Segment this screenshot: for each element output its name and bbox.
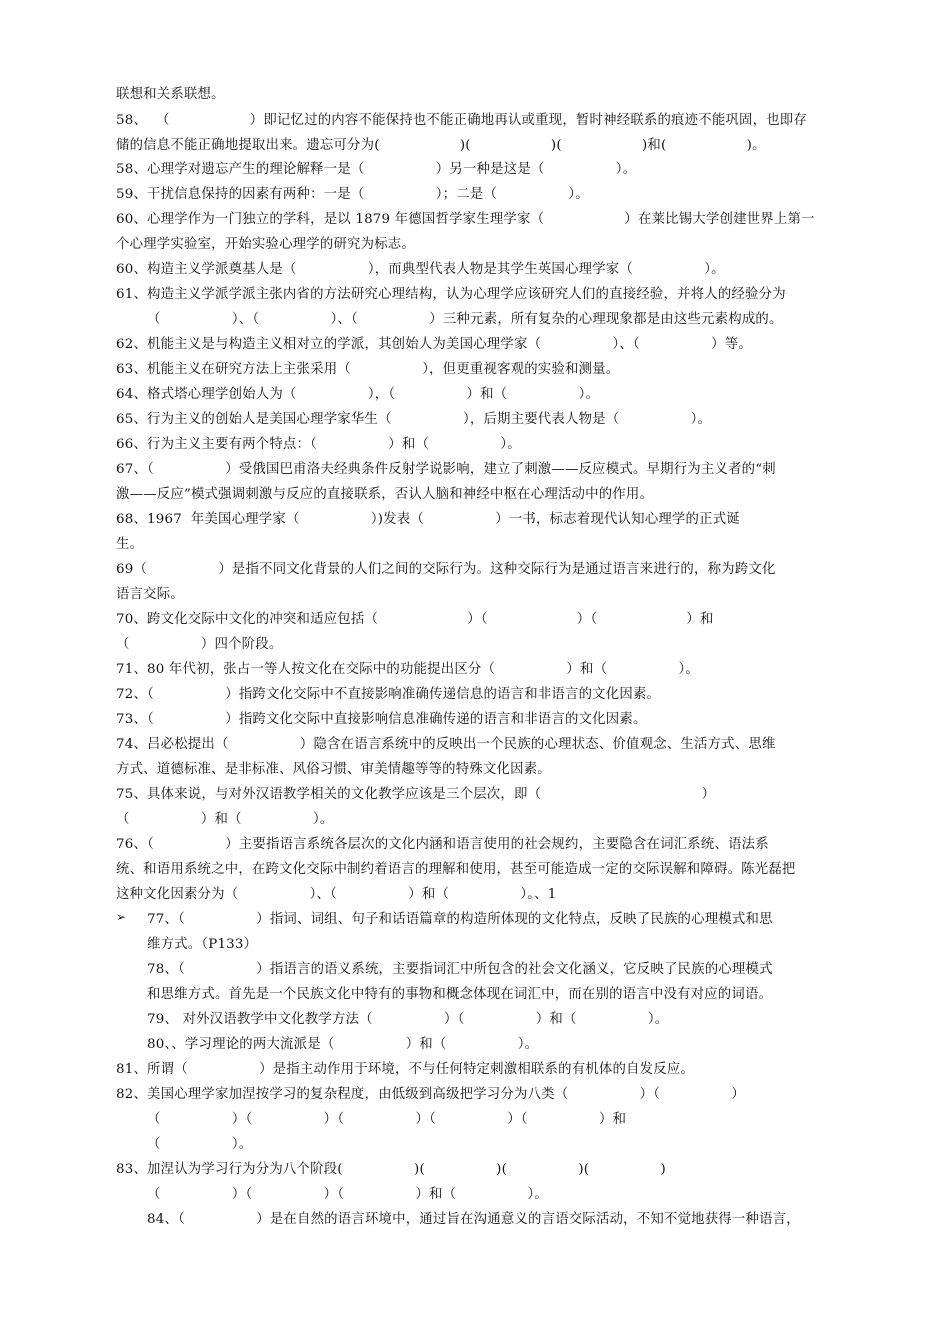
text-line: 73、（ ）指跨文化交际中直接影响信息准确传递的语言和非语言的文化因素。 [116,712,647,727]
text-line: 语言交际。 [116,587,184,602]
text-line: （ ）。 [147,1137,253,1152]
text-line: 统、和语用系统之中，在跨文化交际中制约着语言的理解和使用，甚至可能造成一定的交际误解和障碍。陈光磊把 [116,862,796,877]
text-line: 74、吕必松提出（ ）隐含在语言系统中的反映出一个民族的心理状态、价值观念、生活方式、思维 [116,737,776,752]
text-line: 71、80 年代初，张占一等人按文化在交际中的功能提出区分（ ）和（ ）。 [116,662,699,677]
text-line: 66、行为主义主要有两个特点：（ ）和（ ）。 [116,437,521,452]
text-line: （ ）（ ）（ ）和（ ）。 [147,1187,549,1202]
text-line: 激——反应”模式强调刺激与反应的直接联系，否认人脑和神经中枢在心理活动中的作用。 [116,487,654,502]
text-line: 59、干扰信息保持的因素有两种：一是（ ）；二是（ ）。 [116,187,589,202]
text-line: 58、 （ ）即记忆过的内容不能保持也不能正确地再认或重现，暂时神经联系的痕迹不能巩固，也即存 [116,113,807,128]
text-line: 72、（ ）指跨文化交际中不直接影响准确传递信息的语言和非语言的文化因素。 [116,687,661,702]
text-line: 83、加涅认为学习行为分为八个阶段( )( )( )( ) [116,1162,666,1177]
text-line: 78、（ ）指语言的语义系统，主要指词汇中所包含的社会文化涵义，它反映了民族的心理模式 [147,962,773,977]
text-line: 60、心理学作为一门独立的学科，是以 1879 年德国哲学家生理学家（ ）在莱比锡大学创建世界上第一 [116,212,815,227]
text-line: 这种文化因素分为（ ）、（ ）和（ ）。、1 [116,887,557,902]
text-line: 储的信息不能正确地提取出来。遗忘可分为( )( )( )和( )。 [116,138,766,153]
text-line: 方式、道德标准、是非标准、风俗习惯、审美情趣等等的特殊文化因素。 [116,762,551,777]
text-line: 58、心理学对遗忘产生的理论解释一是（ ）另一种是这是（ ）。 [116,162,637,177]
text-line: 维方式。（P133） [147,937,258,952]
text-line: 65、行为主义的创始人是美国心理学家华生（ ），后期主要代表人物是（ ）。 [116,412,712,427]
text-line: 80、、学习理论的两大流派是（ ）和（ ）。 [147,1037,539,1052]
text-line: 联想和关系联想。 [116,87,225,102]
text-line: 62、机能主义是与构造主义相对立的学派，其创始人为美国心理学家（ ）、（ ）等。 [116,337,752,352]
text-line: （ ）和（ ）。 [116,812,334,827]
text-line: （ ）四个阶段。 [116,637,283,652]
text-line: （ ）、（ ）、（ ）三种元素，所有复杂的心理现象都是由这些元素构成的。 [147,312,783,327]
text-line: 84、（ ）是在自然的语言环境中，通过旨在沟通意义的言语交际活动，不知不觉地获得一种语言， [147,1212,800,1227]
text-line: 76、（ ）主要指语言系统各层次的文化内涵和语言使用的社会规约，主要隐含在词汇系统、语法系 [116,837,769,852]
text-line: 70、跨文化交际中文化的冲突和适应包括（ ）（ ）（ ）和 [116,612,714,627]
text-line: 67、（ ）受俄国巴甫洛夫经典条件反射学说影响，建立了刺激——反应模式。早期行为主义者的“刺 [116,462,776,477]
text-line: 64、格式塔心理学创始人为（ ），（ ）和（ ）。 [116,387,600,402]
arrow-bullet-icon: ➢ [116,910,127,924]
text-line: （ ）（ ）（ ）（ ）（ ）和 [147,1112,627,1127]
text-line: 生。 [116,537,144,552]
text-line: 82、美国心理学家加涅按学习的复杂程度，由低级到高级把学习分为八类（ ）（ ） [116,1087,746,1102]
text-line: 77、（ ）指词、词组、句子和话语篇章的构造所体现的文化特点，反映了民族的心理模式和思 [147,912,773,927]
text-line: 61、构造主义学派学派主张内省的方法研究心理结构，认为心理学应该研究人们的直接经验，并将人的经验分为 [116,287,786,302]
text-line: 68、1967 年美国心理学家（ ）)发表（ ）一书，标志着现代认知心理学的正式诞 [116,512,740,527]
text-line: 63、机能主义在研究方法上主张采用（ ），但更重视客观的实验和测量。 [116,362,620,377]
text-line: 81、所谓（ ）是指主动作用于环境，不与任何特定刺激相联系的有机体的自发反应。 [116,1062,695,1077]
text-line: 75、具体来说，与对外汉语教学相关的文化教学应该是三个层次，即（ ） [116,787,716,802]
text-line: 和思维方式。首先是一个民族文化中特有的事物和概念体现在词汇中，而在别的语言中没有对应的词语。 [147,987,773,1002]
text-line: 个心理学实验室，开始实验心理学的研究为标志。 [116,237,415,252]
text-line: 60、构造主义学派奠基人是（ ），而典型代表人物是其学生英国心理学家（ ）。 [116,262,725,277]
text-line: 79、 对外汉语教学中文化教学方法（ ）（ ）和（ ）。 [147,1012,669,1027]
text-line: 69（ ）是指不同文化背景的人们之间的交际行为。这种交际行为是通过语言来进行的，称为跨文化 [116,562,776,577]
